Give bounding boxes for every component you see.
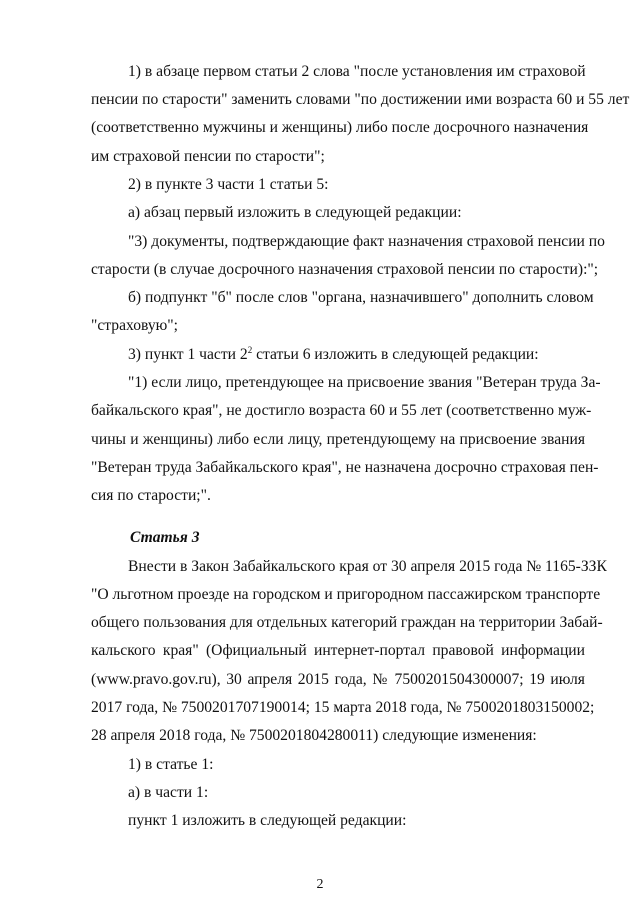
text-line: а) абзац первый изложить в следующей редакции: — [128, 204, 462, 221]
text-line: 1) в статье 1: — [128, 756, 214, 773]
text-line: "страховую"; — [91, 317, 178, 334]
text-line: 1) в абзаце первом статьи 2 слова "после установления им страховой — [128, 63, 586, 80]
text-line: байкальского края", не достигло возраста 60 и 55 лет (соответственно муж- — [91, 402, 592, 419]
text-line: "Ветеран труда Забайкальского края", не назначена досрочно страховая пен- — [91, 459, 599, 476]
amendment-item-3 — [128, 345, 585, 365]
text-line: а) в части 1: — [128, 784, 209, 801]
text-line: (соответственно мужчины и женщины) либо после досрочного назначения — [91, 119, 589, 136]
text-line: им страховой пенсии по старости"; — [91, 148, 325, 165]
page-number: 2 — [316, 877, 324, 892]
text-line: общего пользования для отдельных категорий граждан на территории Забай- — [91, 614, 603, 631]
text-line: "О льготном проезде на городском и пригородном пассажирском транспорте — [91, 586, 601, 603]
text-line: пенсии по старости" заменить словами "по достижении ими возраста 60 и 55 лет — [91, 91, 630, 108]
text-line: "1) если лицо, претендующее на присвоение звания "Ветеран труда За- — [128, 374, 601, 391]
text-line: "3) документы, подтверждающие факт назначения страховой пенсии по — [128, 233, 605, 250]
text-line: Внести в Закон Забайкальского края от 30 апреля 2015 года № 1165-ЗЗК — [128, 558, 607, 575]
item3-text-after: статьи 6 изложить в следующей редакции: — [252, 346, 539, 363]
text-line: сия по старости;". — [91, 487, 211, 504]
item3-superscript: 2 — [247, 344, 253, 355]
text-line: 2017 года, № 7500201707190014; 15 марта 2018 года, № 7500201803150002; — [91, 699, 595, 716]
text-line: пункт 1 изложить в следующей редакции: — [128, 812, 407, 829]
text-line: б) подпункт "б" после слов "органа, назначившего" дополнить словом — [128, 289, 594, 306]
item3-text-before: 3) пункт 1 части 2 — [128, 346, 248, 363]
article-heading: Статья 3 — [130, 529, 200, 546]
text-line: старости (в случае досрочного назначения страховой пенсии по старости):"; — [91, 261, 599, 278]
text-line: 28 апреля 2018 года, № 7500201804280011) следующие изменения: — [91, 727, 537, 744]
text-line: 2) в пункте 3 части 1 статьи 5: — [128, 176, 329, 193]
text-line: (www.pravo.gov.ru), 30 апреля 2015 года, № 7500201504300007; 19 июля — [91, 671, 585, 688]
text-line: чины и женщины) либо если лицу, претендующему на присвоение звания — [91, 431, 585, 448]
text-line: кальского края" (Официальный интернет-портал правовой информации — [91, 642, 585, 659]
